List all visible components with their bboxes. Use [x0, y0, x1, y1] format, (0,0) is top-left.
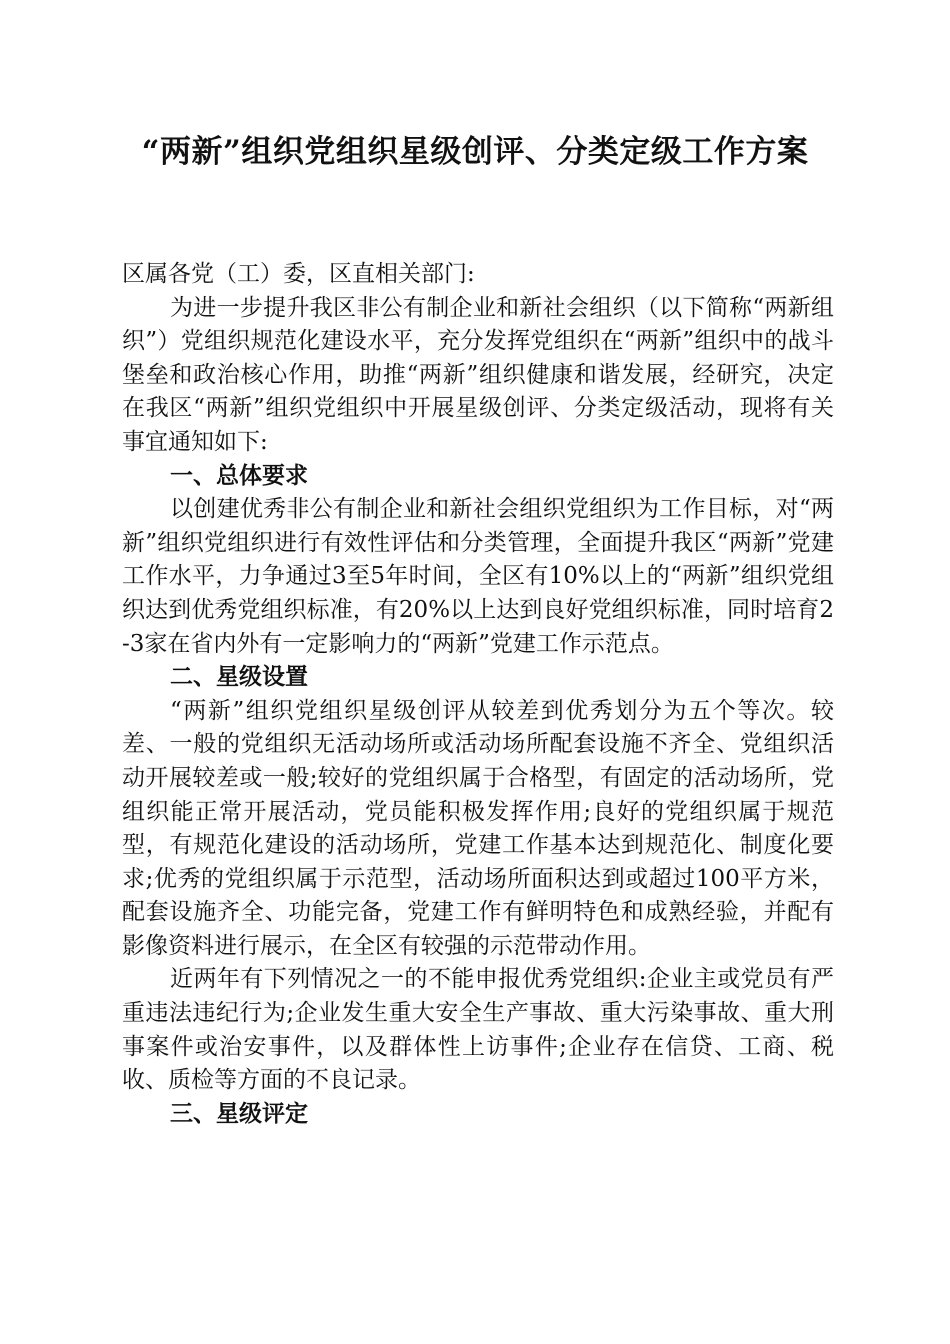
section-star-rating — [122, 1098, 834, 1132]
section-paragraph: 以创建优秀非公有制企业和新社会组织党组织为工作目标，对“两新”组织党组织进行有效性评估和分类管理，全面提升我区“两新”党建工作水平，力争通过3至5年时间，全区有10%以上的“两新”组织党组织达到优秀党组织标准，有20%以上达到良好党组织标准，同时培育2-3家在省内外有一定影响力的“两新”党建工作示范点。 — [122, 496, 834, 657]
document-body — [122, 258, 834, 1131]
section-general-requirements — [122, 460, 834, 662]
section-paragraph: “两新”组织党组织星级创评从较差到优秀划分为五个等次。较差、一般的党组织无活动场所或活动场所配套设施不齐全、党组织活动开展较差或一般;较好的党组织属于合格型，有固定的活动场所，党组织能正常开展活动，党员能积极发挥作用;良好的党组织属于规范型，有规范化建设的活动场所，党建工作基本达到规范化、制度化要求;优秀的党组织属于示范型，活动场所面积达到或超过100平方米，配套设施齐全、功能完备，党建工作有鲜明特色和成熟经验，并配有影像资料进行展示，在全区有较强的示范带动作用。 — [122, 697, 834, 959]
document-title: “两新”组织党组织星级创评、分类定级工作方案 — [141, 134, 809, 170]
intro-paragraph: 为进一步提升我区非公有制企业和新社会组织（以下简称“两新组织”）党组织规范化建设水平，充分发挥党组织在“两新”组织中的战斗堡垒和政治核心作用，助推“两新”组织健康和谐发展，经研究，决定在我区“两新”组织党组织中开展星级创评、分类定级活动，现将有关事宜通知如下: — [122, 294, 834, 455]
section-star-settings — [122, 661, 834, 1098]
section-heading: 三、星级评定 — [170, 1100, 308, 1127]
section-heading: 二、星级设置 — [170, 664, 308, 691]
salutation: 区属各党（工）委，区直相关部门: — [122, 261, 475, 287]
section-heading: 一、总体要求 — [170, 462, 308, 489]
section-paragraph: 近两年有下列情况之一的不能申报优秀党组织:企业主或党员有严重违法违纪行为;企业发生重大安全生产事故、重大污染事故、重大刑事案件或治安事件，以及群体性上访事件;企业存在信贷、工商、税收、质检等方面的不良记录。 — [122, 966, 834, 1094]
